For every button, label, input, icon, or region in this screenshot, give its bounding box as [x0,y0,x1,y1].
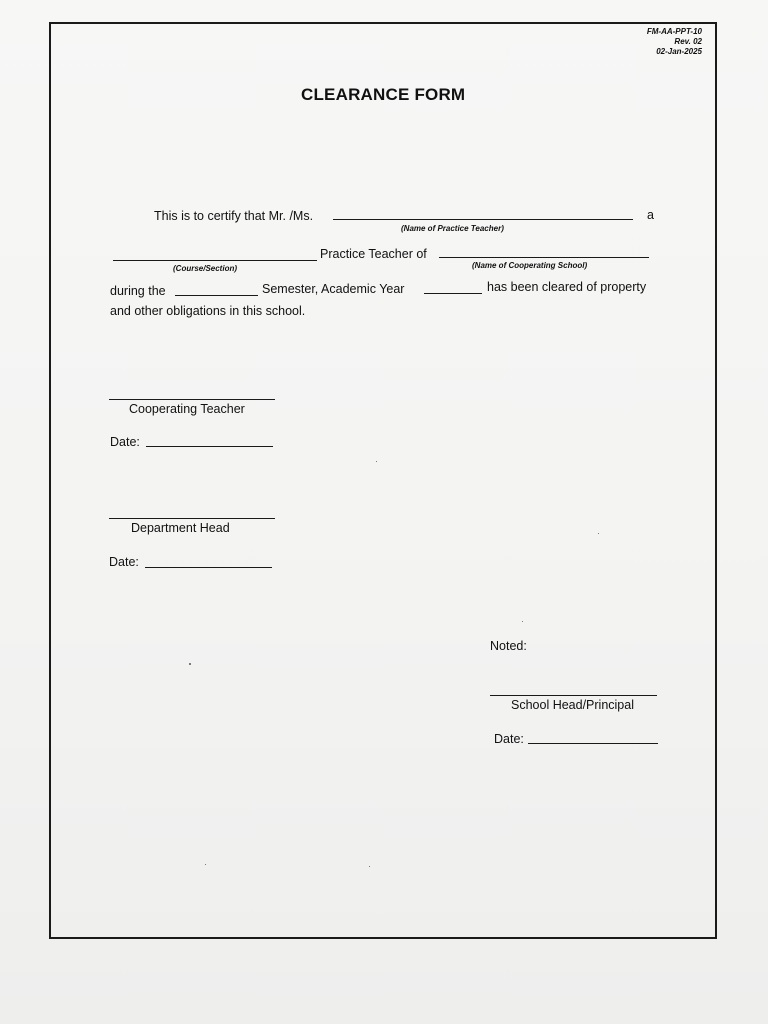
certify-intro: This is to certify that Mr. /Ms. [154,209,314,223]
practice-teacher-name-field[interactable] [333,219,633,220]
cooperating-school-field[interactable] [439,257,649,258]
school-head-signature-field[interactable] [490,695,657,696]
print-speck [369,866,370,867]
noted-label: Noted: [490,639,527,653]
during-the-label: during the [110,284,166,298]
school-head-label: School Head/Principal [511,698,634,712]
cooperating-teacher-date-label: Date: [110,435,140,449]
cooperating-teacher-signature-field[interactable] [109,399,275,400]
print-speck [522,621,523,622]
cooperating-teacher-date-field[interactable] [146,446,273,447]
print-speck [205,864,206,865]
print-speck [376,461,377,462]
department-head-label: Department Head [131,521,230,535]
cooperating-teacher-label: Cooperating Teacher [129,402,245,416]
form-code: FM-AA-PPT-10 [646,27,702,36]
department-head-signature-field[interactable] [109,518,275,519]
print-speck [598,533,599,534]
form-revision: Rev. 02 [674,37,702,46]
print-speck [189,663,191,665]
name-caption: (Name of Practice Teacher) [401,224,504,233]
school-head-date-label: Date: [494,732,524,746]
course-section-field[interactable] [113,260,317,261]
semester-ay-label: Semester, Academic Year [262,282,405,296]
school-caption: (Name of Cooperating School) [472,261,588,270]
page-title: CLEARANCE FORM [301,85,466,104]
form-border [49,22,717,939]
form-code-block [647,27,702,57]
article-a: a [647,208,654,222]
form-date: 02-Jan-2025 [656,47,702,56]
department-head-date-label: Date: [109,555,139,569]
academic-year-field[interactable] [424,293,482,294]
school-head-date-field[interactable] [528,743,658,744]
practice-teacher-of-label: Practice Teacher of [320,247,427,261]
course-caption: (Course/Section) [173,264,238,273]
obligations-label: and other obligations in this school. [110,304,306,318]
department-head-date-field[interactable] [145,567,272,568]
semester-field[interactable] [175,295,258,296]
cleared-of-label: has been cleared of property [487,280,647,294]
